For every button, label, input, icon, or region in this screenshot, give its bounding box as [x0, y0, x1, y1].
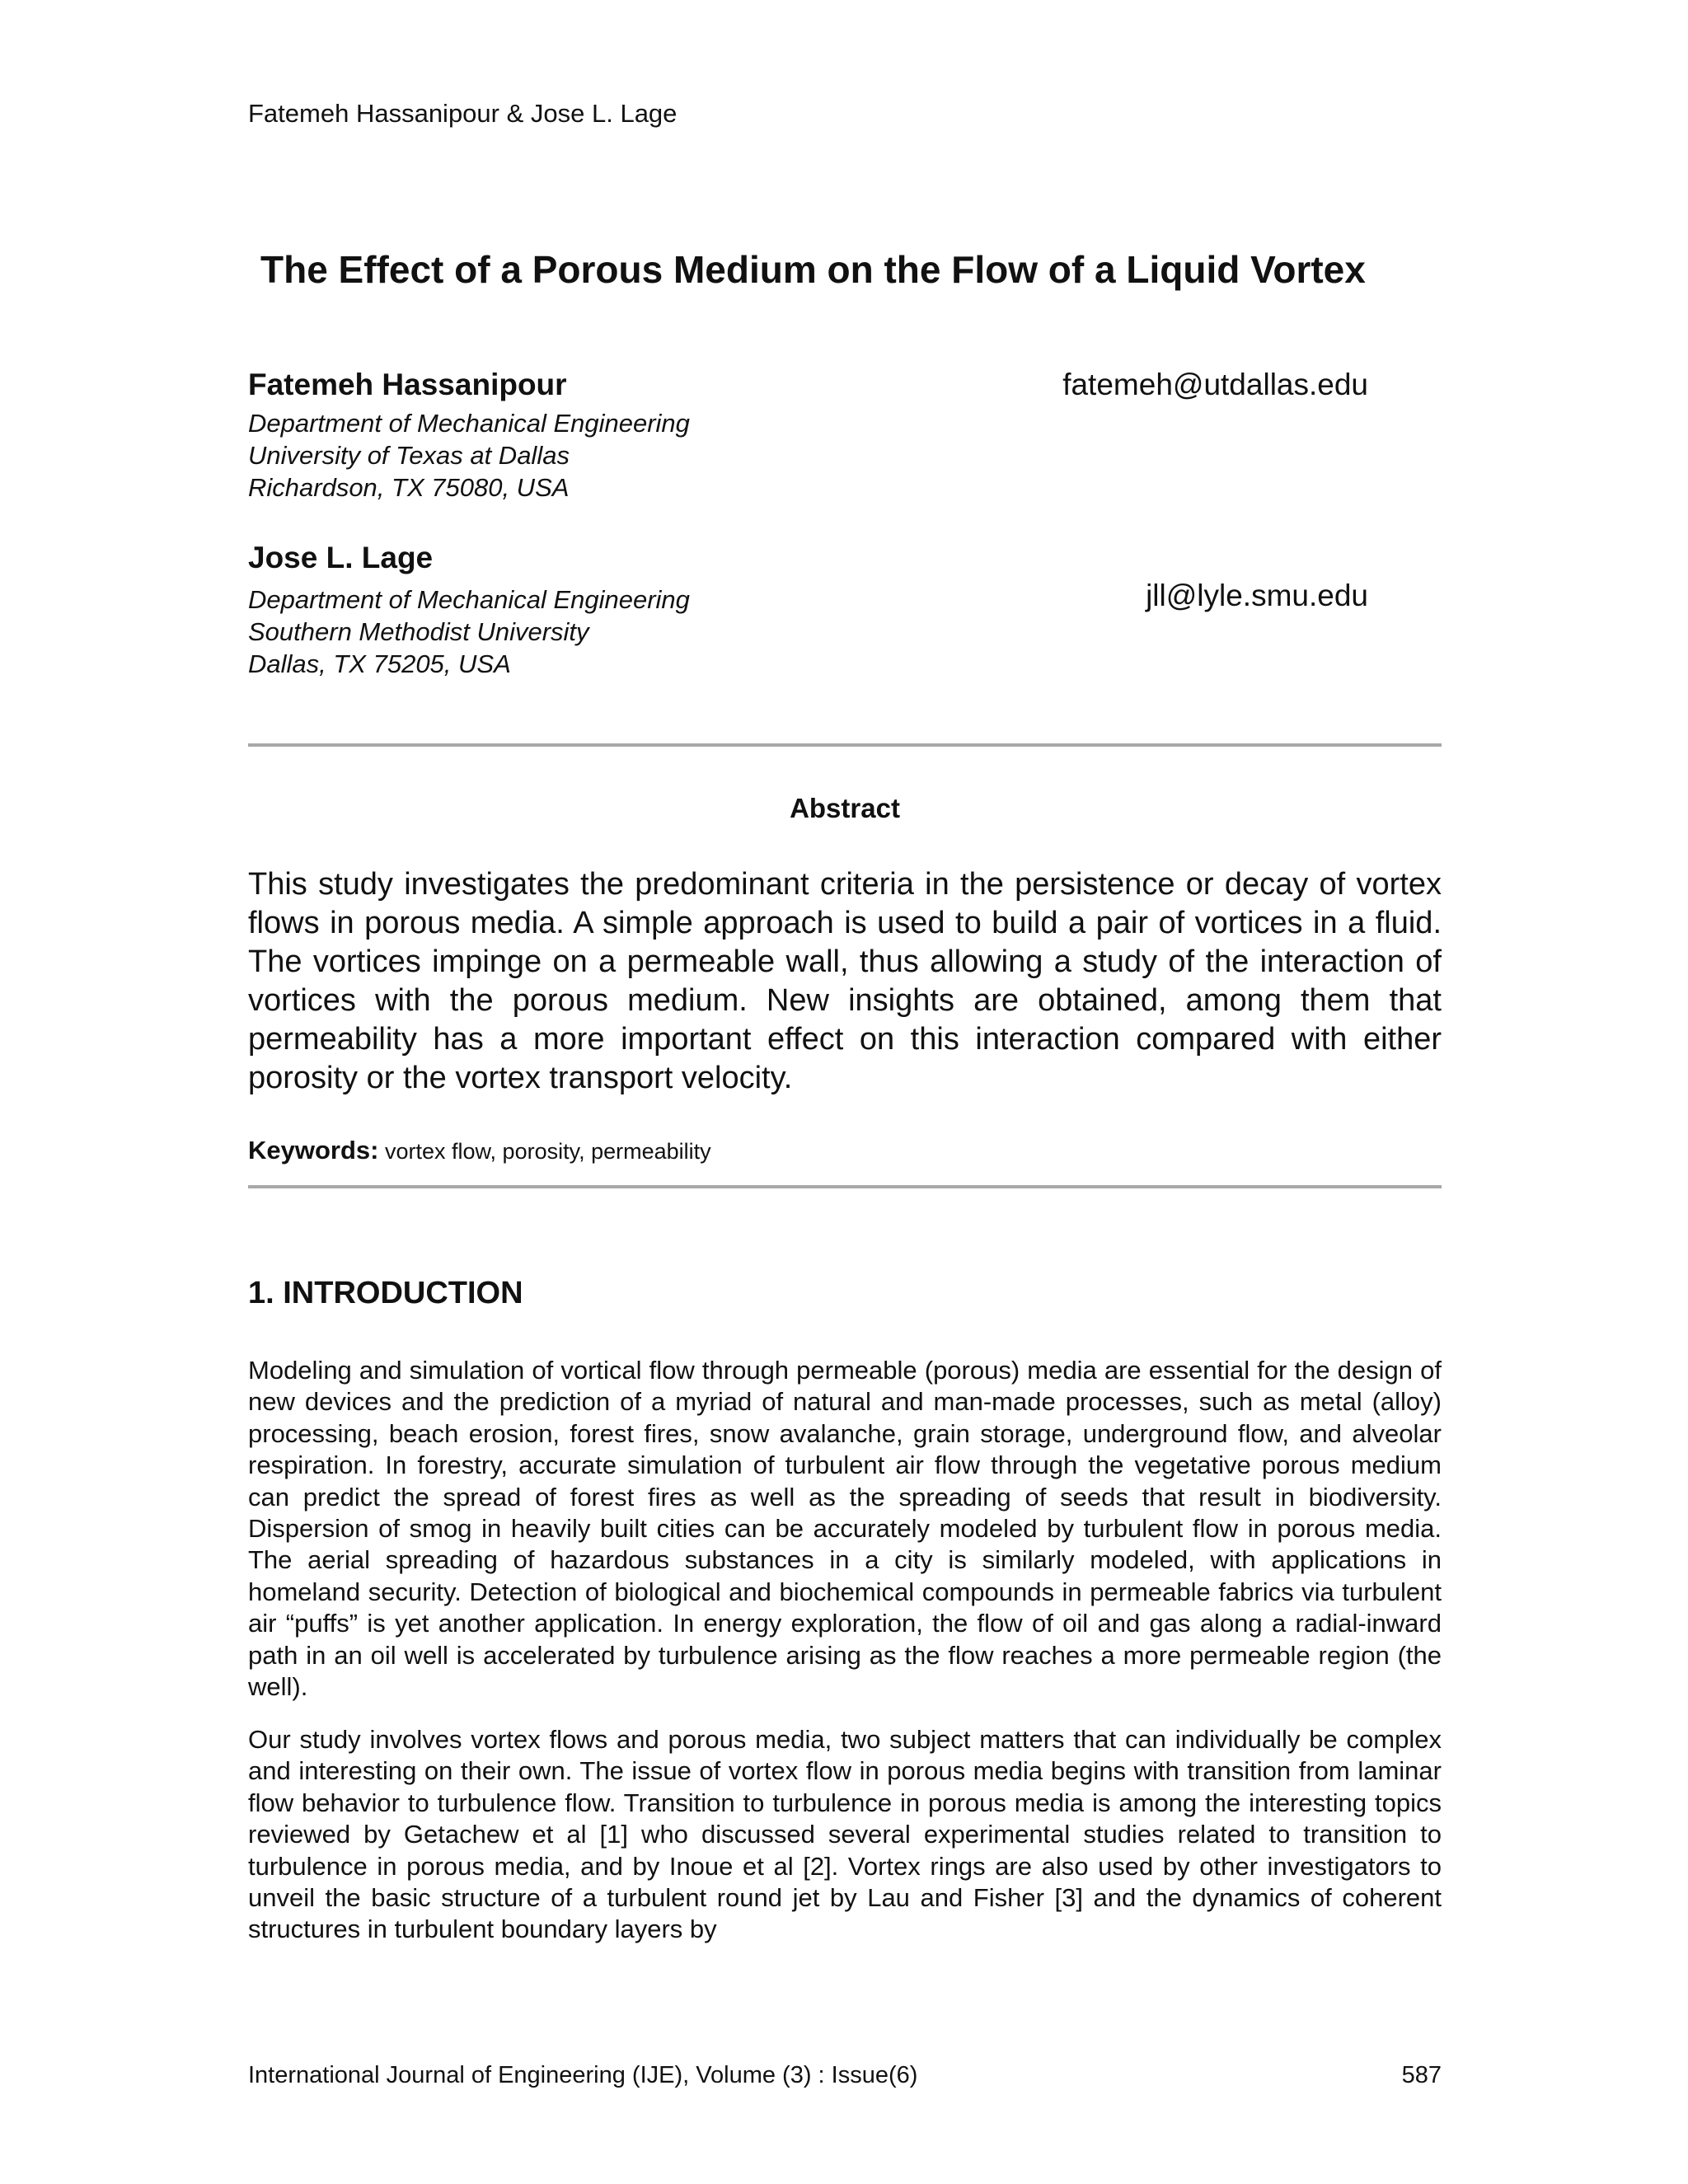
author-email: fatemeh@utdallas.edu [1062, 368, 1368, 401]
divider [248, 1185, 1442, 1188]
section-heading: 1. INTRODUCTION [248, 1276, 523, 1310]
page-number: 587 [1401, 2062, 1442, 2088]
footer-journal: International Journal of Engineering (IJE), Volume (3) : Issue(6) [248, 2062, 918, 2088]
abstract-text: This study investigates the predominant criteria in the persistence or decay of vortex flows in porous media. A simple approach is used to build a pair of vortices in a fluid. The vortices impinge on a permeable wall, thus allowing a study of the interaction of vortices with the porous medium. New insights are obtained, among them that permeability has a more important effect on this interaction compared with either porosity or the vortex transport velocity. [248, 867, 1442, 1095]
keywords [248, 1136, 711, 1165]
affiliation-line: Southern Methodist University [248, 617, 589, 646]
divider [248, 743, 1442, 747]
affiliation-line: University of Texas at Dallas [248, 441, 570, 470]
affiliation-line: Richardson, TX 75080, USA [248, 473, 570, 502]
author-affiliation [248, 407, 690, 504]
affiliation-line: Department of Mechanical Engineering [248, 585, 690, 614]
running-head: Fatemeh Hassanipour & Jose L. Lage [248, 99, 678, 128]
body-paragraph: Our study involves vortex flows and porous media, two subject matters that can individually be complex and interesting on their own. The issue of vortex flow in porous media begins with transition from laminar flow behavior to turbulence flow. Transition to turbulence in porous media is among the interesting topics reviewed by Getachew et al [1] who discussed several experimental studies related to transition to turbulence in porous media, and by Inoue et al [2]. Vortex rings are also used by other investigators to unveil the basic structure of a turbulent round jet by Lau and Fisher [3] and the dynamics of coherent structures in turbulent boundary layers by [248, 1725, 1442, 1944]
affiliation-line: Dallas, TX 75205, USA [248, 649, 511, 678]
author-email: jll@lyle.smu.edu [1146, 579, 1368, 612]
keywords-text: vortex flow, porosity, permeability [385, 1139, 711, 1164]
author-name: Fatemeh Hassanipour [248, 368, 567, 401]
affiliation-line: Department of Mechanical Engineering [248, 409, 690, 438]
author-affiliation [248, 583, 690, 680]
keywords-label: Keywords: [248, 1136, 379, 1165]
body-paragraph: Modeling and simulation of vortical flow through permeable (porous) media are essential for the design of new devices and the prediction of a myriad of natural and man-made processes, such as metal (alloy) processing, beach erosion, forest fires, snow avalanche, grain storage, underground flow, and alveolar respiration. In forestry, accurate simulation of turbulent air flow through the vegetative porous medium can predict the spread of forest fires as well as the spreading of seeds that result in biodiversity. Dispersion of smog in heavily built cities can be accurately modeled by turbulent flow in porous media. The aerial spreading of hazardous substances in a city is similarly modeled, with applications in homeland security. Detection of biological and biochemical compounds in permeable fabrics via turbulent air “puffs” is yet another application. In energy exploration, the flow of oil and gas along a radial-inward path in an oil well is accelerated by turbulence arising as the flow reaches a more permeable region (the well). [248, 1356, 1442, 1702]
abstract-heading: Abstract [790, 793, 900, 823]
paper-title: The Effect of a Porous Medium on the Flow of a Liquid Vortex [260, 248, 1366, 291]
author-name: Jose L. Lage [248, 541, 434, 574]
